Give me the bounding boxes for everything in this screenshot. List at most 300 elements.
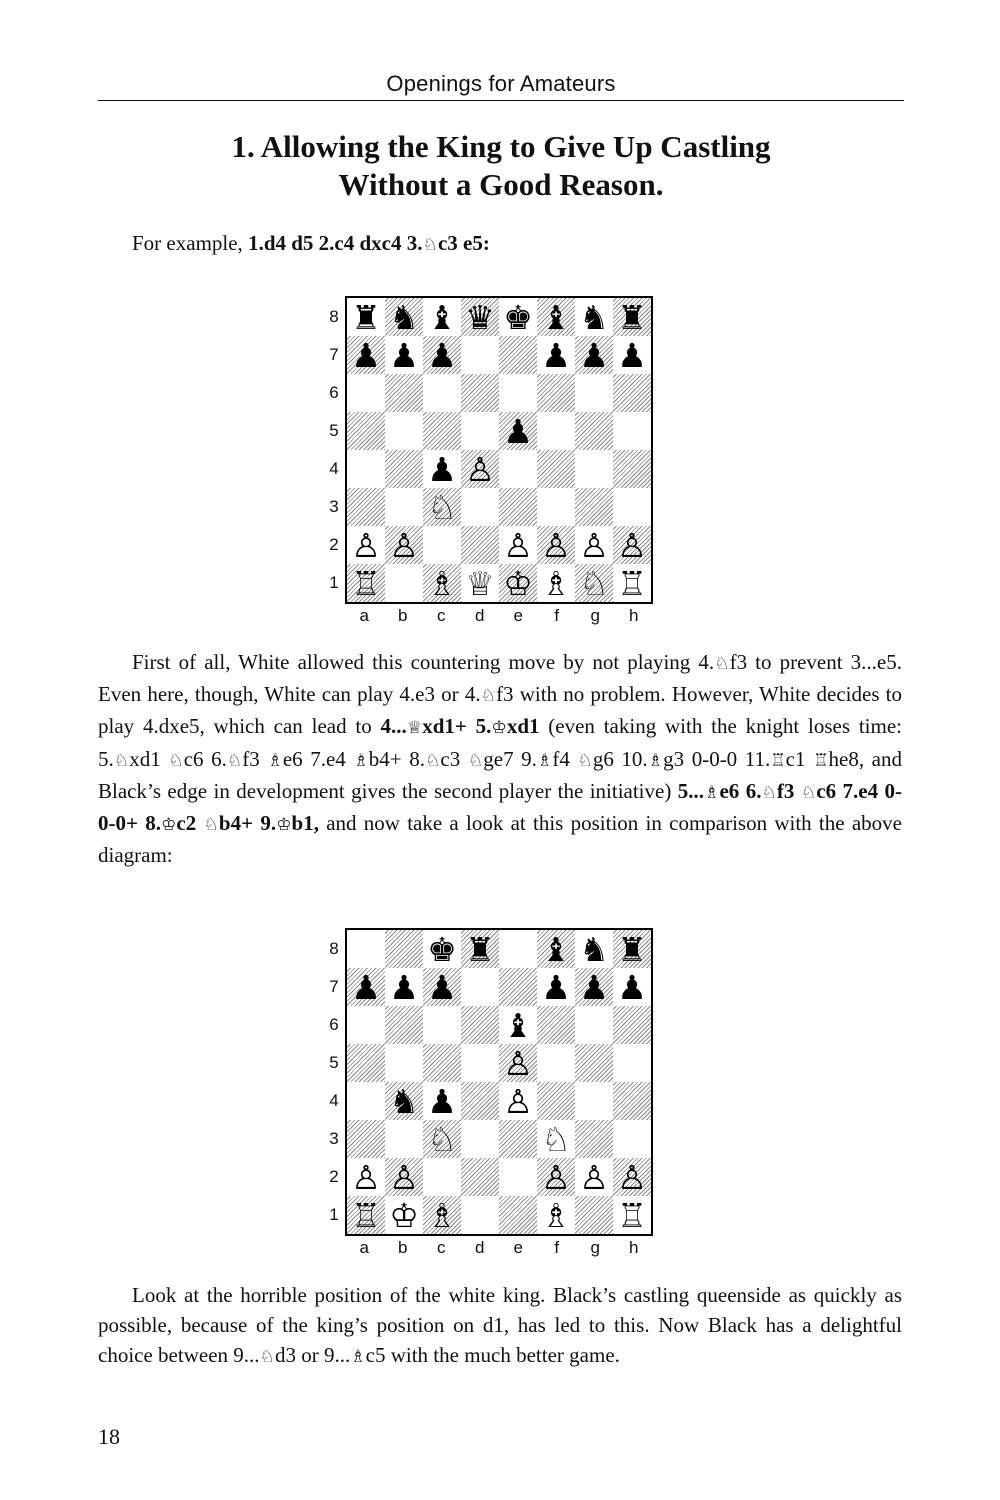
piece-figurine-icon: ♔ xyxy=(491,718,507,739)
piece-figurine-icon: ♘ xyxy=(168,750,184,771)
square-d8 xyxy=(461,930,499,968)
square-d3 xyxy=(461,488,499,526)
square-g4 xyxy=(575,450,613,488)
square-c5 xyxy=(423,1044,461,1082)
square-b8 xyxy=(385,930,423,968)
bold-move-text xyxy=(761,779,776,803)
square-g3 xyxy=(575,488,613,526)
square-g6 xyxy=(575,1006,613,1044)
bold-move-text: xd1 xyxy=(506,714,540,739)
square-f7 xyxy=(537,336,575,374)
square-c1 xyxy=(423,564,461,602)
square-b7 xyxy=(385,968,423,1006)
bold-move-text: xd1+ 5. xyxy=(422,714,492,739)
square-b5 xyxy=(385,1044,423,1082)
piece-figurine-icon: ♗ xyxy=(267,750,283,771)
white-knight-icon: ♘ xyxy=(427,1119,457,1159)
square-c8 xyxy=(423,298,461,336)
square-f6 xyxy=(537,374,575,412)
piece-figurine-icon: ♘ xyxy=(113,750,130,771)
square-c2 xyxy=(423,526,461,564)
black-pawn-icon: ♟ xyxy=(427,967,457,1007)
square-g8 xyxy=(575,298,613,336)
piece-figurine-icon: ♘ xyxy=(424,750,441,771)
square-c4 xyxy=(423,1082,461,1120)
bold-move-text: b1, xyxy=(291,811,319,836)
file-label: g xyxy=(590,606,600,625)
square-g1 xyxy=(575,564,613,602)
square-c2 xyxy=(423,1158,461,1196)
bold-move-text: e6 6. xyxy=(719,778,762,803)
square-d6 xyxy=(461,374,499,412)
square-a7 xyxy=(347,968,385,1006)
square-c4 xyxy=(423,450,461,488)
square-d6 xyxy=(461,1006,499,1044)
piece-figurine-icon: ♔ xyxy=(276,815,292,836)
rank-label: 2 xyxy=(329,1167,339,1186)
square-e3 xyxy=(499,488,537,526)
black-pawn-icon: ♟ xyxy=(427,1081,457,1121)
white-bishop-icon: ♗ xyxy=(427,563,457,603)
square-g4 xyxy=(575,1082,613,1120)
white-bishop-icon: ♗ xyxy=(541,1195,571,1235)
piece-figurine-icon: ♕ xyxy=(406,718,423,739)
square-g6 xyxy=(575,374,613,412)
square-a4 xyxy=(347,1082,385,1120)
square-e5 xyxy=(499,1044,537,1082)
square-d5 xyxy=(461,1044,499,1082)
square-h6 xyxy=(613,1006,651,1044)
square-h6 xyxy=(613,374,651,412)
file-label: a xyxy=(359,606,369,625)
piece-figurine-icon: ♘ xyxy=(761,782,777,803)
square-e7 xyxy=(499,336,537,374)
bold-move-text: c2 xyxy=(176,811,204,836)
white-rook-icon: ♖ xyxy=(351,1195,381,1235)
piece-figurine-icon: ♘ xyxy=(226,750,243,771)
white-pawn-icon: ♙ xyxy=(579,1157,609,1197)
black-bishop-icon: ♝ xyxy=(503,1005,533,1045)
square-h1 xyxy=(613,564,651,602)
square-f8 xyxy=(537,930,575,968)
rank-label: 5 xyxy=(329,1053,339,1072)
square-h5 xyxy=(613,1044,651,1082)
running-header: Openings for Amateurs xyxy=(386,71,616,96)
square-c7 xyxy=(423,336,461,374)
piece-figurine-icon: ♘ xyxy=(203,815,219,836)
black-rook-icon: ♜ xyxy=(617,297,647,337)
square-h4 xyxy=(613,450,651,488)
square-h2 xyxy=(613,1158,651,1196)
square-c6 xyxy=(423,1006,461,1044)
square-d7 xyxy=(461,968,499,1006)
square-c5 xyxy=(423,412,461,450)
text-run: and now take a look at this position in comparison with the above diagram: xyxy=(98,811,902,868)
piece-figurine-icon: ♘ xyxy=(467,750,484,771)
black-pawn-icon: ♟ xyxy=(427,449,457,489)
square-f4 xyxy=(537,1082,575,1120)
text-run xyxy=(537,747,552,771)
white-king-icon: ♔ xyxy=(389,1195,419,1235)
text-run: e6 7.e4 xyxy=(282,746,354,771)
piece-figurine-icon: ♖ xyxy=(770,750,786,771)
white-pawn-icon: ♙ xyxy=(389,1157,419,1197)
black-knight-icon: ♞ xyxy=(389,297,419,337)
text-run xyxy=(481,682,496,706)
file-label: g xyxy=(590,1238,600,1257)
white-pawn-icon: ♙ xyxy=(389,525,419,565)
text-run: f3 with no problem. However, White decides to play 4.dxe5, which can lead to xyxy=(98,682,903,739)
square-a6 xyxy=(347,1006,385,1044)
black-bishop-icon: ♝ xyxy=(427,297,457,337)
text-run xyxy=(468,747,483,771)
square-d1 xyxy=(461,1196,499,1234)
piece-figurine-icon: ♗ xyxy=(536,750,553,771)
square-f5 xyxy=(537,1044,575,1082)
white-knight-icon: ♘ xyxy=(541,1119,571,1159)
rank-label: 3 xyxy=(329,1129,339,1148)
white-pawn-icon: ♙ xyxy=(503,1043,533,1083)
black-queen-icon: ♛ xyxy=(465,297,495,337)
square-a4 xyxy=(347,450,385,488)
square-d4 xyxy=(461,1082,499,1120)
piece-figurine-icon: ♘ xyxy=(800,782,817,803)
piece-figurine-icon: ♘ xyxy=(714,654,730,674)
square-e5 xyxy=(499,412,537,450)
square-b8 xyxy=(385,298,423,336)
square-h4 xyxy=(613,1082,651,1120)
text-run: b4+ 8. xyxy=(368,746,425,771)
page-number: 18 xyxy=(98,1424,120,1449)
square-e1 xyxy=(499,1196,537,1234)
white-king-icon: ♔ xyxy=(503,563,533,603)
text-run: Look at the horrible position of the white king. Black’s castling queenside as quickly as possible, because of the king’s position on d1, has led to this. Now Black has a delightful choice between 9... xyxy=(98,1283,902,1368)
square-e2 xyxy=(499,526,537,564)
square-h3 xyxy=(613,488,651,526)
text-run: c1 xyxy=(785,746,814,771)
file-label: a xyxy=(359,1238,369,1257)
square-g3 xyxy=(575,1120,613,1158)
white-pawn-icon: ♙ xyxy=(351,525,381,565)
text-run xyxy=(260,1343,275,1367)
piece-figurine-icon: ♘ xyxy=(259,1347,275,1368)
black-bishop-icon: ♝ xyxy=(541,929,571,969)
black-pawn-icon: ♟ xyxy=(579,967,609,1007)
rank-label: 1 xyxy=(329,573,339,592)
square-h1 xyxy=(613,1196,651,1234)
square-f4 xyxy=(537,450,575,488)
square-b1 xyxy=(385,1196,423,1234)
bold-move-text: 5... xyxy=(677,778,705,803)
square-b6 xyxy=(385,1006,423,1044)
black-rook-icon: ♜ xyxy=(465,929,495,969)
text-run xyxy=(648,747,663,771)
square-e1 xyxy=(499,564,537,602)
rank-label: 4 xyxy=(329,459,339,478)
piece-figurine-icon: ♗ xyxy=(350,1347,366,1368)
white-bishop-icon: ♗ xyxy=(541,563,571,603)
text-run: (even taking with the knight loses time: 5. xyxy=(98,714,902,771)
square-e6 xyxy=(499,374,537,412)
file-labels-2 xyxy=(345,1238,653,1260)
piece-figurine-icon: ♖ xyxy=(813,750,829,771)
white-knight-icon: ♘ xyxy=(427,487,457,527)
square-h7 xyxy=(613,336,651,374)
square-e4 xyxy=(499,1082,537,1120)
square-g2 xyxy=(575,1158,613,1196)
square-f2 xyxy=(537,1158,575,1196)
text-run: ge7 9. xyxy=(483,746,537,771)
rank-label: 3 xyxy=(329,497,339,516)
square-h8 xyxy=(613,930,651,968)
section-title xyxy=(98,128,904,204)
white-pawn-icon: ♙ xyxy=(617,525,647,565)
square-d8 xyxy=(461,298,499,336)
square-h2 xyxy=(613,526,651,564)
section-title-line-1: 1. Allowing the King to Give Up Castling xyxy=(231,129,771,164)
black-pawn-icon: ♟ xyxy=(389,967,419,1007)
square-d4 xyxy=(461,450,499,488)
text-run xyxy=(350,1343,365,1367)
white-pawn-icon: ♙ xyxy=(503,1081,533,1121)
file-label: b xyxy=(398,606,408,625)
square-b3 xyxy=(385,488,423,526)
square-a5 xyxy=(347,1044,385,1082)
square-c3 xyxy=(423,1120,461,1158)
square-a2 xyxy=(347,1158,385,1196)
black-pawn-icon: ♟ xyxy=(427,335,457,375)
bold-move-text: f3 xyxy=(776,778,801,803)
square-c3 xyxy=(423,488,461,526)
piece-figurine-icon: ♗ xyxy=(647,750,664,771)
file-label: f xyxy=(554,1238,560,1257)
text-run: f3 xyxy=(242,746,268,771)
square-b2 xyxy=(385,1158,423,1196)
square-f6 xyxy=(537,1006,575,1044)
text-run: g3 0-0-0 11. xyxy=(663,746,771,771)
square-a5 xyxy=(347,412,385,450)
square-a8 xyxy=(347,298,385,336)
black-pawn-icon: ♟ xyxy=(389,335,419,375)
piece-figurine-icon: ♔ xyxy=(160,815,177,836)
text-run: f3 to prevent 3...e5. Even here, though, White can play 4.e3 or 4. xyxy=(98,650,902,707)
black-bishop-icon: ♝ xyxy=(541,297,571,337)
bold-move-text: c3 e5: xyxy=(437,231,490,255)
file-label: d xyxy=(475,606,485,625)
text-run: f4 xyxy=(552,746,578,771)
square-g7 xyxy=(575,968,613,1006)
file-label: h xyxy=(629,1238,639,1257)
rank-label: 7 xyxy=(329,345,339,364)
square-b5 xyxy=(385,412,423,450)
bold-move-text xyxy=(407,714,422,738)
square-g7 xyxy=(575,336,613,374)
black-knight-icon: ♞ xyxy=(579,929,609,969)
text-run: g6 10. xyxy=(592,746,648,771)
square-g5 xyxy=(575,412,613,450)
square-a3 xyxy=(347,1120,385,1158)
bold-move-text xyxy=(423,231,438,255)
square-f2 xyxy=(537,526,575,564)
black-pawn-icon: ♟ xyxy=(617,967,647,1007)
white-pawn-icon: ♙ xyxy=(351,1157,381,1197)
square-h3 xyxy=(613,1120,651,1158)
square-a3 xyxy=(347,488,385,526)
header-rule xyxy=(98,100,904,101)
black-rook-icon: ♜ xyxy=(351,297,381,337)
piece-figurine-icon: ♘ xyxy=(422,235,438,255)
text-run xyxy=(770,747,785,771)
square-g2 xyxy=(575,526,613,564)
square-d2 xyxy=(461,526,499,564)
square-g5 xyxy=(575,1044,613,1082)
square-f3 xyxy=(537,1120,575,1158)
section-title-line-2: Without a Good Reason. xyxy=(338,167,664,202)
square-a6 xyxy=(347,374,385,412)
square-d2 xyxy=(461,1158,499,1196)
file-label: f xyxy=(554,606,560,625)
text-run xyxy=(114,747,129,771)
square-f5 xyxy=(537,412,575,450)
square-a1 xyxy=(347,1196,385,1234)
rank-label: 8 xyxy=(329,307,339,326)
square-d3 xyxy=(461,1120,499,1158)
chess-diagram-2 xyxy=(345,928,653,1236)
square-f1 xyxy=(537,564,575,602)
square-b7 xyxy=(385,336,423,374)
square-a7 xyxy=(347,336,385,374)
black-king-icon: ♚ xyxy=(427,929,457,969)
square-e2 xyxy=(499,1158,537,1196)
piece-figurine-icon: ♘ xyxy=(577,750,593,771)
file-label: c xyxy=(437,606,446,625)
black-pawn-icon: ♟ xyxy=(503,411,533,451)
black-pawn-icon: ♟ xyxy=(541,967,571,1007)
square-d1 xyxy=(461,564,499,602)
rank-label: 7 xyxy=(329,977,339,996)
text-run: First of all, White allowed this countering move by not playing 4. xyxy=(132,650,715,674)
text-run xyxy=(813,747,828,771)
chess-diagram-1 xyxy=(345,296,653,604)
text-run: d3 or 9... xyxy=(274,1343,351,1368)
white-pawn-icon: ♙ xyxy=(541,525,571,565)
white-pawn-icon: ♙ xyxy=(503,525,533,565)
square-e4 xyxy=(499,450,537,488)
text-run: c6 6. xyxy=(183,746,227,771)
text-run: he8, and Black’s edge in development gives the second player the initiative) xyxy=(98,746,902,803)
text-run xyxy=(714,650,729,674)
rank-label: 6 xyxy=(329,1015,339,1034)
text-run: c5 with the much better game. xyxy=(365,1343,620,1368)
white-bishop-icon: ♗ xyxy=(427,1195,457,1235)
square-e8 xyxy=(499,298,537,336)
square-c1 xyxy=(423,1196,461,1234)
white-pawn-icon: ♙ xyxy=(465,449,495,489)
black-pawn-icon: ♟ xyxy=(579,335,609,375)
text-run xyxy=(425,747,440,771)
rank-label: 5 xyxy=(329,421,339,440)
file-label: e xyxy=(513,1238,523,1257)
text-run: xd1 xyxy=(129,746,169,771)
bold-move-text: b4+ 9. xyxy=(218,811,277,836)
square-a1 xyxy=(347,564,385,602)
square-b4 xyxy=(385,450,423,488)
square-h7 xyxy=(613,968,651,1006)
square-c6 xyxy=(423,374,461,412)
bold-move-text: c6 7.e4 0-0-0+ 8. xyxy=(98,778,902,836)
text-run xyxy=(267,747,282,771)
square-g8 xyxy=(575,930,613,968)
intro-paragraph xyxy=(98,228,902,260)
black-pawn-icon: ♟ xyxy=(617,335,647,375)
white-pawn-icon: ♙ xyxy=(617,1157,647,1197)
square-g1 xyxy=(575,1196,613,1234)
bold-move-text xyxy=(203,811,218,835)
body-paragraph-2 xyxy=(98,1280,902,1373)
black-knight-icon: ♞ xyxy=(579,297,609,337)
white-rook-icon: ♖ xyxy=(617,1195,647,1235)
piece-figurine-icon: ♘ xyxy=(480,686,497,707)
square-b3 xyxy=(385,1120,423,1158)
bold-move-text xyxy=(491,714,506,738)
square-c7 xyxy=(423,968,461,1006)
file-labels-1 xyxy=(345,606,653,628)
square-a8 xyxy=(347,930,385,968)
square-e8 xyxy=(499,930,537,968)
body-paragraph-1 xyxy=(98,647,902,870)
square-f7 xyxy=(537,968,575,1006)
bold-move-text xyxy=(276,811,291,835)
file-label: h xyxy=(629,606,639,625)
file-label: b xyxy=(398,1238,408,1257)
black-king-icon: ♚ xyxy=(503,297,533,337)
black-pawn-icon: ♟ xyxy=(351,967,381,1007)
square-f8 xyxy=(537,298,575,336)
rank-label: 8 xyxy=(329,939,339,958)
file-label: d xyxy=(475,1238,485,1257)
square-e7 xyxy=(499,968,537,1006)
square-f3 xyxy=(537,488,575,526)
rank-label: 6 xyxy=(329,383,339,402)
square-h5 xyxy=(613,412,651,450)
square-e3 xyxy=(499,1120,537,1158)
file-label: c xyxy=(437,1238,446,1257)
square-d7 xyxy=(461,336,499,374)
white-pawn-icon: ♙ xyxy=(541,1157,571,1197)
text-run xyxy=(168,747,183,771)
rank-label: 2 xyxy=(329,535,339,554)
black-knight-icon: ♞ xyxy=(389,1081,419,1121)
white-knight-icon: ♘ xyxy=(579,563,609,603)
square-f1 xyxy=(537,1196,575,1234)
bold-move-text: 1.d4 d5 2.c4 dxc4 3. xyxy=(248,231,423,255)
text-run xyxy=(577,747,592,771)
square-b4 xyxy=(385,1082,423,1120)
white-rook-icon: ♖ xyxy=(351,563,381,603)
square-c8 xyxy=(423,930,461,968)
file-label: e xyxy=(513,606,523,625)
square-b2 xyxy=(385,526,423,564)
square-a2 xyxy=(347,526,385,564)
rank-label: 1 xyxy=(329,1205,339,1224)
text-run: For example, xyxy=(132,231,249,255)
piece-figurine-icon: ♗ xyxy=(353,750,369,771)
square-b6 xyxy=(385,374,423,412)
square-b1 xyxy=(385,564,423,602)
black-rook-icon: ♜ xyxy=(617,929,647,969)
bold-move-text xyxy=(704,779,719,803)
white-pawn-icon: ♙ xyxy=(579,525,609,565)
